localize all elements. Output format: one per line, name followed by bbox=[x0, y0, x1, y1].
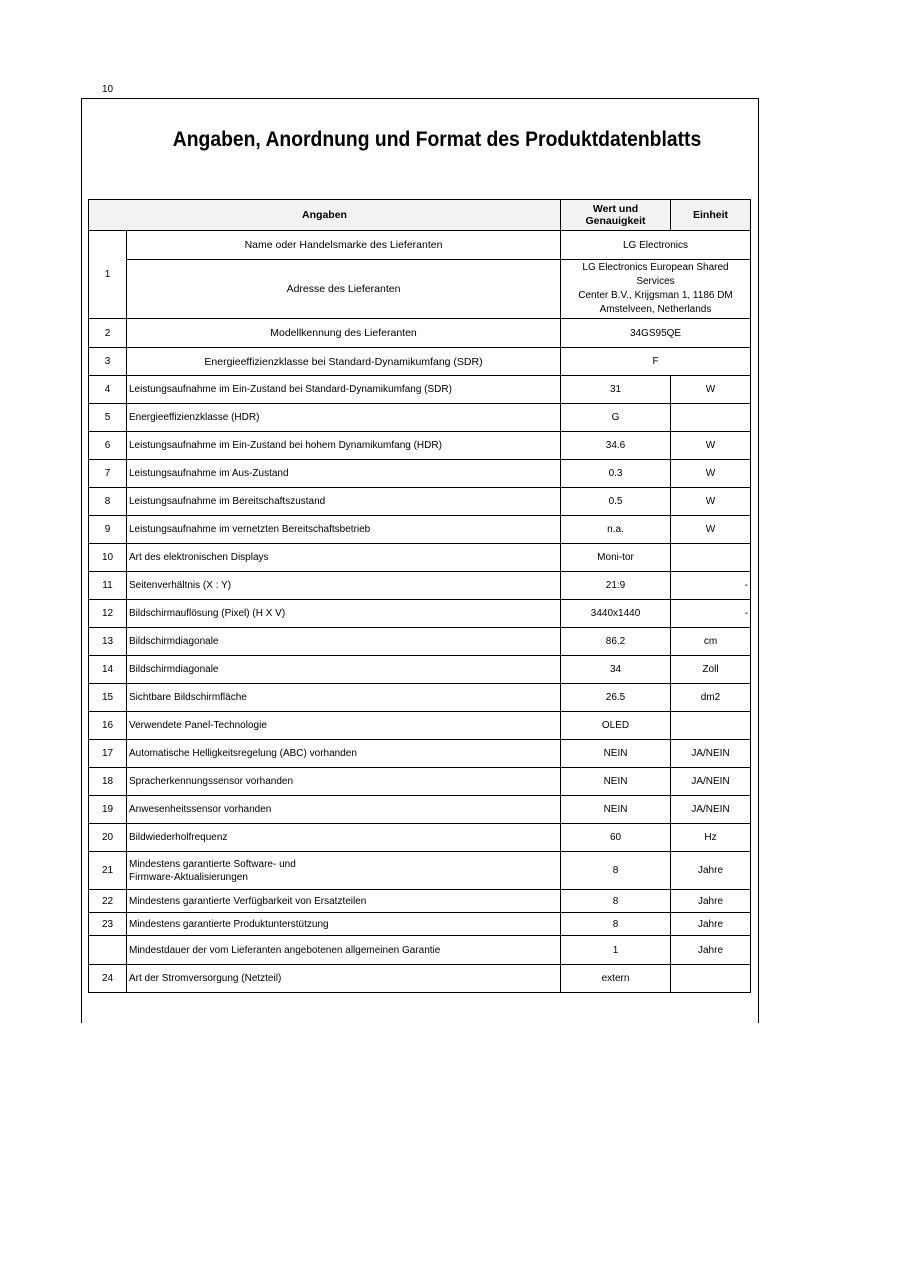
row-number: 20 bbox=[89, 824, 127, 852]
table-row bbox=[89, 712, 751, 740]
row-unit: dm2 bbox=[671, 684, 751, 712]
row-number: 1 bbox=[89, 231, 127, 319]
table-row bbox=[89, 852, 751, 890]
row-unit: Jahre bbox=[671, 852, 751, 890]
row-number: 15 bbox=[89, 684, 127, 712]
row-value: 86.2 bbox=[561, 628, 671, 656]
table-row bbox=[89, 432, 751, 460]
row-label: Modellkennung des Lieferanten bbox=[127, 319, 561, 348]
table-row bbox=[89, 768, 751, 796]
row-unit: W bbox=[671, 376, 751, 404]
header-einheit: Einheit bbox=[671, 200, 751, 231]
table-header-row bbox=[89, 200, 751, 231]
row-label: Verwendete Panel-Technologie bbox=[127, 712, 561, 740]
row-unit bbox=[671, 404, 751, 432]
row-number: 13 bbox=[89, 628, 127, 656]
table-row bbox=[89, 890, 751, 913]
row-label: Spracherkennungssensor vorhanden bbox=[127, 768, 561, 796]
row-value: 8 bbox=[561, 890, 671, 913]
row-value: 34.6 bbox=[561, 432, 671, 460]
row-label: Bildschirmdiagonale bbox=[127, 656, 561, 684]
row-value: 8 bbox=[561, 852, 671, 890]
row-value: OLED bbox=[561, 712, 671, 740]
row-value: 26.5 bbox=[561, 684, 671, 712]
row-label: Leistungsaufnahme im vernetzten Bereitschaftsbetrieb bbox=[127, 516, 561, 544]
row-value: NEIN bbox=[561, 768, 671, 796]
table-row bbox=[89, 628, 751, 656]
row-unit: Zoll bbox=[671, 656, 751, 684]
row-value: 8 bbox=[561, 913, 671, 936]
table-row bbox=[89, 913, 751, 936]
row-unit: W bbox=[671, 488, 751, 516]
row-label: Energieeffizienzklasse bei Standard-Dynamikumfang (SDR) bbox=[127, 348, 561, 376]
row-label-line: Mindestens garantierte Software- und bbox=[129, 858, 296, 870]
row-number: 18 bbox=[89, 768, 127, 796]
table-row bbox=[89, 231, 751, 260]
table-row bbox=[89, 656, 751, 684]
row-label: Anwesenheitssensor vorhanden bbox=[127, 796, 561, 824]
row-unit: W bbox=[671, 516, 751, 544]
row-unit: - bbox=[671, 572, 751, 600]
address-line: Amstelveen, Netherlands bbox=[599, 304, 712, 315]
row-unit: Hz bbox=[671, 824, 751, 852]
row-label: Sichtbare Bildschirmfläche bbox=[127, 684, 561, 712]
page-title: Angaben, Anordnung und Format des Produktdatenblatts bbox=[172, 128, 702, 151]
row-number: 6 bbox=[89, 432, 127, 460]
row-unit: - bbox=[671, 600, 751, 628]
row-unit: JA/NEIN bbox=[671, 768, 751, 796]
row-label: Mindestdauer der vom Lieferanten angebotenen allgemeinen Garantie bbox=[127, 936, 561, 965]
row-number bbox=[89, 936, 127, 965]
row-value: 60 bbox=[561, 824, 671, 852]
row-unit: cm bbox=[671, 628, 751, 656]
row-value: 21:9 bbox=[561, 572, 671, 600]
row-number: 17 bbox=[89, 740, 127, 768]
row-unit: Jahre bbox=[671, 913, 751, 936]
row-value bbox=[561, 260, 751, 319]
row-label: Art der Stromversorgung (Netzteil) bbox=[127, 965, 561, 993]
row-number: 11 bbox=[89, 572, 127, 600]
row-label: Leistungsaufnahme im Ein-Zustand bei Standard-Dynamikumfang (SDR) bbox=[127, 376, 561, 404]
row-number: 14 bbox=[89, 656, 127, 684]
table-row bbox=[89, 965, 751, 993]
row-number: 9 bbox=[89, 516, 127, 544]
table-row bbox=[89, 740, 751, 768]
table-row bbox=[89, 260, 751, 319]
table-row bbox=[89, 796, 751, 824]
row-label: Mindestens garantierte Verfügbarkeit von Ersatzteilen bbox=[127, 890, 561, 913]
row-number: 2 bbox=[89, 319, 127, 348]
row-number: 3 bbox=[89, 348, 127, 376]
row-number: 24 bbox=[89, 965, 127, 993]
table-row bbox=[89, 544, 751, 572]
row-label: Leistungsaufnahme im Ein-Zustand bei hohem Dynamikumfang (HDR) bbox=[127, 432, 561, 460]
row-unit: Jahre bbox=[671, 936, 751, 965]
row-value: 31 bbox=[561, 376, 671, 404]
row-label bbox=[127, 852, 561, 890]
row-value: 3440x1440 bbox=[561, 600, 671, 628]
row-label: Bildschirmauflösung (Pixel) (H X V) bbox=[127, 600, 561, 628]
row-number: 12 bbox=[89, 600, 127, 628]
row-value: Moni-tor bbox=[561, 544, 671, 572]
row-value: LG Electronics bbox=[561, 231, 751, 260]
row-number: 10 bbox=[89, 544, 127, 572]
page-number: 10 bbox=[102, 84, 114, 95]
row-number: 16 bbox=[89, 712, 127, 740]
row-number: 7 bbox=[89, 460, 127, 488]
header-wert: Wert und Genauigkeit bbox=[561, 200, 671, 231]
row-label: Automatische Helligkeitsregelung (ABC) vorhanden bbox=[127, 740, 561, 768]
row-label: Leistungsaufnahme im Aus-Zustand bbox=[127, 460, 561, 488]
row-label: Seitenverhältnis (X : Y) bbox=[127, 572, 561, 600]
row-label: Leistungsaufnahme im Bereitschaftszustand bbox=[127, 488, 561, 516]
row-label: Adresse des Lieferanten bbox=[127, 260, 561, 319]
row-value: 34 bbox=[561, 656, 671, 684]
row-unit bbox=[671, 712, 751, 740]
table-row bbox=[89, 348, 751, 376]
address-line: LG Electronics European Shared Services bbox=[582, 262, 729, 287]
row-label: Art des elektronischen Displays bbox=[127, 544, 561, 572]
row-value: G bbox=[561, 404, 671, 432]
row-number: 21 bbox=[89, 852, 127, 890]
table-row bbox=[89, 488, 751, 516]
row-value: n.a. bbox=[561, 516, 671, 544]
row-number: 5 bbox=[89, 404, 127, 432]
table-row bbox=[89, 404, 751, 432]
row-value: 0.3 bbox=[561, 460, 671, 488]
row-unit bbox=[671, 544, 751, 572]
row-value: NEIN bbox=[561, 796, 671, 824]
row-label: Bildschirmdiagonale bbox=[127, 628, 561, 656]
row-label-line: Firmware-Aktualisierungen bbox=[129, 871, 248, 883]
table-row bbox=[89, 824, 751, 852]
row-unit: JA/NEIN bbox=[671, 796, 751, 824]
table-row bbox=[89, 460, 751, 488]
row-value: 0.5 bbox=[561, 488, 671, 516]
table-row bbox=[89, 572, 751, 600]
row-unit: W bbox=[671, 432, 751, 460]
row-unit: Jahre bbox=[671, 890, 751, 913]
row-value: 34GS95QE bbox=[561, 319, 751, 348]
row-label: Mindestens garantierte Produktunterstützung bbox=[127, 913, 561, 936]
header-angaben: Angaben bbox=[89, 200, 561, 231]
row-unit: JA/NEIN bbox=[671, 740, 751, 768]
table-row bbox=[89, 684, 751, 712]
address-line: Center B.V., Krijgsman 1, 1186 DM bbox=[578, 290, 733, 301]
row-label: Bildwiederholfrequenz bbox=[127, 824, 561, 852]
row-value: extern bbox=[561, 965, 671, 993]
row-value: 1 bbox=[561, 936, 671, 965]
table-row bbox=[89, 319, 751, 348]
product-data-table bbox=[88, 199, 751, 993]
row-number: 8 bbox=[89, 488, 127, 516]
table-row bbox=[89, 376, 751, 404]
row-number: 4 bbox=[89, 376, 127, 404]
table-row bbox=[89, 516, 751, 544]
row-label: Name oder Handelsmarke des Lieferanten bbox=[127, 231, 561, 260]
row-number: 19 bbox=[89, 796, 127, 824]
row-label: Energieeffizienzklasse (HDR) bbox=[127, 404, 561, 432]
row-unit: W bbox=[671, 460, 751, 488]
row-value: NEIN bbox=[561, 740, 671, 768]
row-unit bbox=[671, 965, 751, 993]
row-number: 23 bbox=[89, 913, 127, 936]
row-number: 22 bbox=[89, 890, 127, 913]
row-value: F bbox=[561, 348, 751, 376]
table-row bbox=[89, 936, 751, 965]
table-row bbox=[89, 600, 751, 628]
